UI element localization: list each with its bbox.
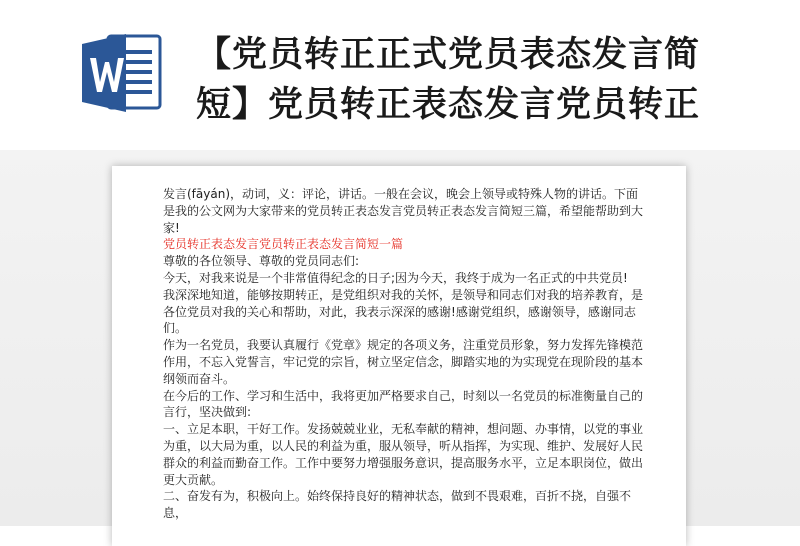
intro-paragraph: 发言(fāyán)，动词，义：评论，讲话。一般在会议，晚会上领导或特殊人物的讲话。下面是我的公文网为大家带来的党员转正表态发言党员转正表态发言简短三篇，希望能帮助到大家! <box>163 187 644 235</box>
body-paragraph: 一、立足本职，干好工作。发扬兢兢业业，无私奉献的精神，想问题、办事情，以党的事业为重，以大局为重，以人民的利益为重，服从领导，听从指挥，为实现、维护、发展好人民群众的利益而勤奋工作。工作中要努力增强服务意识，提高服务水平，立足本职岗位，做出更大贡献。 <box>163 422 644 487</box>
title-line-2: 短】党员转正表态发言党员转正 <box>196 85 701 125</box>
section-heading: 党员转正表态发言党员转正表态发言简短一篇 <box>163 237 404 252</box>
document-body <box>163 186 643 522</box>
body-paragraph: 我深深地知道，能够按期转正，是党组织对我的关怀，是领导和同志们对我的培养教育，是各位党员对我的关心和帮助，对此，我表示深深的感谢!感谢党组织，感谢领导，感谢同志们。 <box>163 287 644 336</box>
page-title <box>196 30 736 130</box>
title-line-1: 【党员转正正式党员表态发言简 <box>196 35 701 75</box>
document-header <box>0 0 800 160</box>
word-document-icon <box>78 30 166 116</box>
body-paragraph: 二、奋发有为，积极向上。始终保持良好的精神状态，做到不畏艰难，百折不挠，自强不息， <box>163 489 632 521</box>
salutation: 尊敬的各位领导、尊敬的党员同志们: <box>163 254 360 269</box>
body-paragraph: 在今后的工作、学习和生活中，我将更加严格要求自己，时刻以一名党员的标准衡量自己的言行，坚决做到: <box>163 388 644 420</box>
body-paragraph: 今天，对我来说是一个非常值得纪念的日子;因为今天，我终于成为一名正式的中共党员! <box>163 270 628 285</box>
body-paragraph: 作为一名党员，我要认真履行《党章》规定的各项义务，注重党员形象，努力发挥先锋模范作用，不忘入党誓言，牢记党的宗旨，树立坚定信念，脚踏实地的为实现党在现阶段的基本纲领而奋斗。 <box>163 338 644 386</box>
